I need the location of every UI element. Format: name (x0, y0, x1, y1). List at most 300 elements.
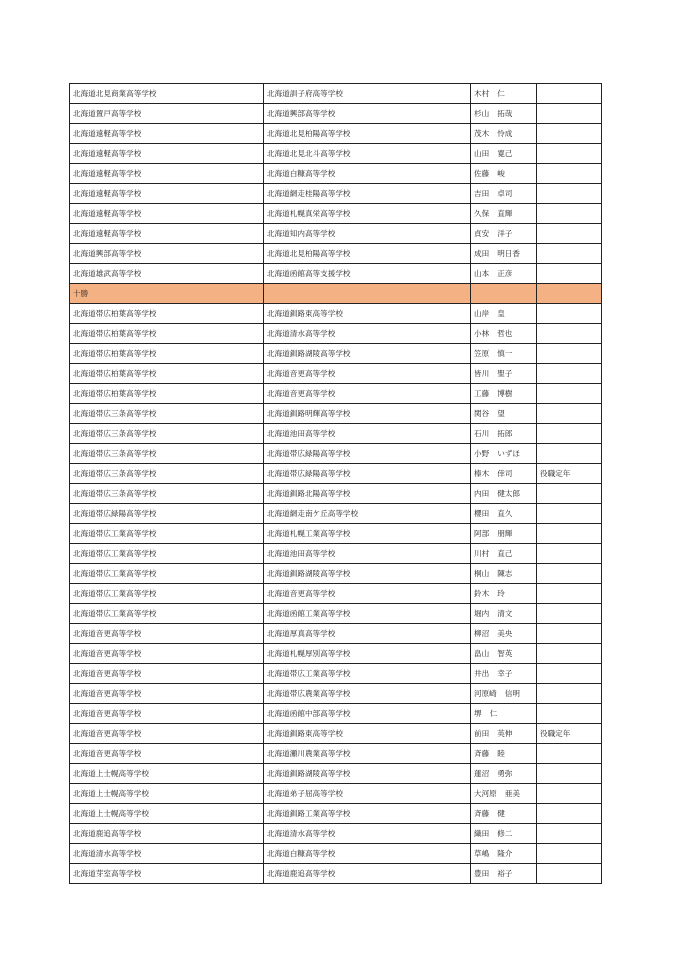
note (537, 864, 602, 884)
destination-school-text: 北海道帯広工業高等学校 (267, 669, 351, 678)
given-name: 勇弥 (497, 769, 513, 778)
person-name (471, 364, 537, 384)
origin-school (70, 324, 264, 344)
note (537, 424, 602, 444)
person-name (471, 84, 537, 104)
origin-school (70, 524, 264, 544)
destination-school (264, 744, 471, 764)
table-row (70, 224, 602, 244)
destination-school (264, 564, 471, 584)
origin-school-text: 北海道帯広柏葉高等学校 (73, 369, 157, 378)
destination-school-text: 北海道厚真高等学校 (267, 629, 336, 638)
origin-school-text: 北海道遠軽高等学校 (73, 129, 142, 138)
destination-school-text: 北海道札幌厚別高等学校 (267, 649, 351, 658)
destination-school-text: 北海道弟子屈高等学校 (267, 789, 343, 798)
given-name: 信明 (504, 689, 520, 698)
surname: 貞安 (474, 229, 490, 238)
destination-school (264, 204, 471, 224)
note (537, 544, 602, 564)
origin-school-text: 北海道遠軽高等学校 (73, 169, 142, 178)
surname: 草嶋 (474, 849, 490, 858)
destination-school (264, 104, 471, 124)
destination-school (264, 784, 471, 804)
origin-school (70, 444, 264, 464)
destination-school-text: 北海道釧路湖陵高等学校 (267, 769, 351, 778)
origin-school-text: 北海道興部高等学校 (73, 249, 142, 258)
note (537, 704, 602, 724)
surname: 石川 (474, 429, 490, 438)
person-name (471, 504, 537, 524)
destination-school (264, 544, 471, 564)
origin-school (70, 464, 264, 484)
destination-school (264, 664, 471, 684)
origin-school (70, 664, 264, 684)
person-name (471, 624, 537, 644)
given-name: 仁 (497, 89, 505, 98)
table-row (70, 764, 602, 784)
destination-school-text: 北海道白糠高等学校 (267, 169, 336, 178)
given-name: 直輝 (497, 209, 513, 218)
table-row (70, 444, 602, 464)
note (537, 184, 602, 204)
destination-school (264, 224, 471, 244)
destination-school (264, 144, 471, 164)
note (537, 744, 602, 764)
origin-school-text: 北海道雄武高等学校 (73, 269, 142, 278)
destination-school-text: 北海道白糠高等学校 (267, 849, 336, 858)
person-name (471, 764, 537, 784)
destination-school-text: 北海道網走南ケ丘高等学校 (267, 509, 359, 518)
person-name (471, 804, 537, 824)
origin-school (70, 864, 264, 884)
given-name: 英伸 (497, 729, 513, 738)
destination-school (264, 244, 471, 264)
origin-school-text: 北海道帯広柏葉高等学校 (73, 329, 157, 338)
destination-school (264, 384, 471, 404)
origin-school-text: 北海道帯広柏葉高等学校 (73, 349, 157, 358)
table-row (70, 424, 602, 444)
origin-school-text: 北海道芽室高等学校 (73, 869, 142, 878)
origin-school (70, 824, 264, 844)
destination-school (264, 324, 471, 344)
destination-school-text: 北海道釧路湖陵高等学校 (267, 569, 351, 578)
surname: 杉山 (474, 109, 490, 118)
surname: 榛木 (474, 469, 490, 478)
note (537, 624, 602, 644)
surname: 桐山 (474, 569, 490, 578)
destination-school-text: 北海道帯広緑陽高等学校 (267, 449, 351, 458)
origin-school (70, 244, 264, 264)
destination-school (264, 484, 471, 504)
surname: 堀内 (474, 609, 490, 618)
table-row (70, 524, 602, 544)
table-row (70, 864, 602, 884)
note (537, 304, 602, 324)
surname: 工藤 (474, 389, 490, 398)
origin-school (70, 364, 264, 384)
destination-school (264, 704, 471, 724)
given-name: 洋子 (497, 229, 513, 238)
given-name: 仁 (489, 709, 498, 718)
note (537, 664, 602, 684)
destination-school (264, 844, 471, 864)
person-name (471, 744, 537, 764)
person-name (471, 244, 537, 264)
destination-school-text: 北海道釧路湖陵高等学校 (267, 349, 351, 358)
destination-school-text: 北海道釧路明輝高等学校 (267, 409, 351, 418)
destination-school-text: 北海道釧路工業高等学校 (267, 809, 351, 818)
destination-school-text: 北海道北見柏陽高等学校 (267, 129, 351, 138)
destination-school (264, 264, 471, 284)
note (537, 844, 602, 864)
surname: 木村 (474, 89, 490, 98)
origin-school-text: 北海道遠軽高等学校 (73, 149, 142, 158)
origin-school-text: 北海道遠軽高等学校 (73, 209, 142, 218)
table-row (70, 184, 602, 204)
origin-school (70, 164, 264, 184)
origin-school-text: 北海道上士幌高等学校 (73, 789, 149, 798)
surname: 川村 (474, 549, 490, 558)
destination-school (264, 764, 471, 784)
destination-school-text: 北海道瀬川農業高等学校 (267, 749, 351, 758)
table-row (70, 164, 602, 184)
destination-school (264, 464, 471, 484)
note (537, 124, 602, 144)
origin-school (70, 424, 264, 444)
destination-school-text: 北海道知内高等学校 (267, 229, 336, 238)
destination-school-text: 北海道函館工業高等学校 (267, 609, 351, 618)
person-name (471, 124, 537, 144)
surname: 蓮沼 (474, 769, 490, 778)
origin-school (70, 784, 264, 804)
note (537, 824, 602, 844)
destination-school-text: 北海道清水高等学校 (267, 329, 336, 338)
person-name (471, 404, 537, 424)
surname: 皆川 (474, 369, 490, 378)
surname: 小林 (474, 329, 490, 338)
destination-school (264, 344, 471, 364)
person-name (471, 304, 537, 324)
person-name (471, 724, 537, 744)
given-name: 睦 (497, 749, 505, 758)
destination-school (264, 184, 471, 204)
table-row (70, 804, 602, 824)
personnel-transfer-table (69, 83, 602, 884)
note (537, 444, 602, 464)
origin-school-text: 北海道音更高等学校 (73, 629, 142, 638)
origin-school (70, 124, 264, 144)
note (537, 564, 602, 584)
destination-school-text: 北海道帯広農業高等学校 (267, 689, 351, 698)
destination-school-text: 北海道函館中部高等学校 (267, 709, 351, 718)
table-row (70, 104, 602, 124)
destination-school-text: 北海道釧路東高等学校 (267, 729, 343, 738)
surname: 畠山 (474, 649, 490, 658)
origin-school-text: 北海道帯広三条高等学校 (73, 489, 157, 498)
given-name: 望 (497, 409, 505, 418)
destination-school-text: 北海道鹿追高等学校 (267, 869, 336, 878)
origin-school (70, 104, 264, 124)
destination-school-text: 北海道網走桂陽高等学校 (267, 189, 351, 198)
note (537, 504, 602, 524)
table-row (70, 684, 602, 704)
origin-school-text: 北海道北見商業高等学校 (73, 89, 157, 98)
person-name (471, 484, 537, 504)
origin-school-text: 北海道帯広緑陽高等学校 (73, 509, 157, 518)
table-row (70, 504, 602, 524)
surname: 織田 (474, 829, 490, 838)
note (537, 264, 602, 284)
person-name (471, 224, 537, 244)
destination-school (264, 824, 471, 844)
table-row (70, 144, 602, 164)
table-row (70, 464, 602, 484)
destination-school (264, 304, 471, 324)
origin-school-text: 北海道音更高等学校 (73, 669, 142, 678)
table-row (70, 744, 602, 764)
destination-school-text: 北海道訓子府高等学校 (267, 89, 343, 98)
origin-school-text: 北海道清水高等学校 (73, 849, 142, 858)
surname: 吉田 (474, 189, 490, 198)
given-name: 聖子 (497, 369, 513, 378)
table-row (70, 484, 602, 504)
note (537, 244, 602, 264)
note (537, 84, 602, 104)
note (537, 164, 602, 184)
destination-school (264, 624, 471, 644)
surname: 堺 (474, 709, 482, 718)
destination-school (264, 684, 471, 704)
table-body-bottom (70, 304, 602, 884)
table-row (70, 124, 602, 144)
destination-school (264, 524, 471, 544)
note (537, 764, 602, 784)
origin-school-text: 北海道帯広柏葉高等学校 (73, 389, 157, 398)
section-empty-cell (537, 284, 602, 304)
note (537, 524, 602, 544)
destination-school-text: 北海道池田高等学校 (267, 429, 336, 438)
note (537, 584, 602, 604)
origin-school (70, 384, 264, 404)
destination-school-text: 北海道池田高等学校 (267, 549, 336, 558)
given-name: 健太郎 (497, 489, 520, 498)
person-name (471, 204, 537, 224)
destination-school-text: 北海道釧路北陽高等学校 (267, 489, 351, 498)
destination-school-text: 北海道音更高等学校 (267, 369, 336, 378)
destination-school-text: 北海道札幌真栄高等学校 (267, 209, 351, 218)
surname: 久保 (474, 209, 490, 218)
table-row (70, 824, 602, 844)
given-name: 朋輝 (497, 529, 513, 538)
note (537, 224, 602, 244)
person-name (471, 584, 537, 604)
origin-school (70, 204, 264, 224)
section-label: 十勝 (70, 284, 264, 304)
surname: 斉藤 (474, 749, 490, 758)
note (537, 204, 602, 224)
destination-school (264, 444, 471, 464)
surname: 前田 (474, 729, 490, 738)
person-name (471, 704, 537, 724)
surname: 成田 (474, 249, 490, 258)
destination-school (264, 724, 471, 744)
note (537, 324, 602, 344)
origin-school-text: 北海道音更高等学校 (73, 729, 142, 738)
given-name: いずほ (497, 449, 520, 458)
surname: 内田 (474, 489, 490, 498)
origin-school (70, 544, 264, 564)
given-name: 哲也 (497, 329, 513, 338)
table-row (70, 244, 602, 264)
note (537, 724, 602, 744)
origin-school (70, 584, 264, 604)
person-name (471, 444, 537, 464)
destination-school-text: 北海道北見柏陽高等学校 (267, 249, 351, 258)
section-empty-cell (471, 284, 537, 304)
person-name (471, 264, 537, 284)
given-name: 直久 (497, 509, 513, 518)
origin-school (70, 704, 264, 724)
origin-school (70, 264, 264, 284)
surname: 柳沼 (474, 629, 490, 638)
note-text: 役職定年 (540, 729, 571, 738)
origin-school (70, 724, 264, 744)
table-row (70, 204, 602, 224)
given-name: 怜成 (497, 129, 513, 138)
table-row (70, 784, 602, 804)
table-row (70, 344, 602, 364)
given-name: 健 (497, 809, 505, 818)
table-row (70, 844, 602, 864)
note (537, 684, 602, 704)
table-row (70, 564, 602, 584)
note (537, 644, 602, 664)
person-name (471, 144, 537, 164)
surname: 佐藤 (474, 169, 490, 178)
origin-school-text: 北海道音更高等学校 (73, 749, 142, 758)
given-name: 峻 (497, 169, 505, 178)
surname: 山田 (474, 149, 490, 158)
table-row (70, 324, 602, 344)
surname: 山岸 (474, 309, 490, 318)
surname: 大河原 (474, 789, 497, 798)
given-name: 亜美 (504, 789, 520, 798)
person-name (471, 324, 537, 344)
note (537, 144, 602, 164)
table-row (70, 384, 602, 404)
person-name (471, 684, 537, 704)
origin-school-text: 北海道鹿追高等学校 (73, 829, 142, 838)
given-name: 正彦 (497, 269, 513, 278)
table-row (70, 304, 602, 324)
given-name: 皇 (497, 309, 505, 318)
destination-school (264, 124, 471, 144)
person-name (471, 104, 537, 124)
surname: 河原崎 (474, 689, 497, 698)
origin-school (70, 224, 264, 244)
destination-school-text: 北海道北見北斗高等学校 (267, 149, 351, 158)
origin-school (70, 504, 264, 524)
origin-school (70, 484, 264, 504)
person-name (471, 464, 537, 484)
given-name: 寛己 (497, 149, 513, 158)
person-name (471, 524, 537, 544)
table-row (70, 404, 602, 424)
person-name (471, 184, 537, 204)
origin-school (70, 564, 264, 584)
origin-school (70, 744, 264, 764)
origin-school-text: 北海道遠軽高等学校 (73, 189, 142, 198)
origin-school-text: 北海道上士幌高等学校 (73, 769, 149, 778)
origin-school-text: 北海道遠軽高等学校 (73, 229, 142, 238)
table-row (70, 624, 602, 644)
origin-school-text: 北海道音更高等学校 (73, 689, 142, 698)
destination-school (264, 424, 471, 444)
table-row (70, 584, 602, 604)
note (537, 404, 602, 424)
person-name (471, 864, 537, 884)
note (537, 784, 602, 804)
origin-school (70, 144, 264, 164)
surname: 阿部 (474, 529, 490, 538)
surname: 関谷 (474, 409, 490, 418)
destination-school-text: 北海道釧路東高等学校 (267, 309, 343, 318)
table-row (70, 604, 602, 624)
person-name (471, 664, 537, 684)
table-row (70, 664, 602, 684)
origin-school-text: 北海道帯広工業高等学校 (73, 529, 157, 538)
destination-school (264, 84, 471, 104)
surname: 小野 (474, 449, 490, 458)
destination-school-text: 北海道札幌工業高等学校 (267, 529, 351, 538)
destination-school (264, 584, 471, 604)
destination-school (264, 404, 471, 424)
origin-school (70, 344, 264, 364)
person-name (471, 424, 537, 444)
person-name (471, 544, 537, 564)
origin-school-text: 北海道音更高等学校 (73, 709, 142, 718)
note (537, 484, 602, 504)
given-name: 幸子 (497, 669, 513, 678)
destination-school (264, 644, 471, 664)
table-row (70, 364, 602, 384)
given-name: 慎一 (497, 349, 513, 358)
person-name (471, 844, 537, 864)
table-row (70, 644, 602, 664)
given-name: 明日香 (497, 249, 520, 258)
origin-school-text: 北海道置戸高等学校 (73, 109, 142, 118)
origin-school (70, 604, 264, 624)
note (537, 464, 602, 484)
origin-school (70, 304, 264, 324)
given-name: 卓司 (497, 189, 513, 198)
destination-school-text: 北海道函館高等支援学校 (267, 269, 351, 278)
origin-school (70, 404, 264, 424)
note (537, 344, 602, 364)
person-name (471, 824, 537, 844)
given-name: 修二 (497, 829, 513, 838)
destination-school (264, 804, 471, 824)
given-name: 博樹 (497, 389, 513, 398)
destination-school (264, 604, 471, 624)
table-row (70, 544, 602, 564)
origin-school (70, 624, 264, 644)
destination-school-text: 北海道興部高等学校 (267, 109, 336, 118)
given-name: 拓郎 (497, 429, 513, 438)
surname: 鈴木 (474, 589, 490, 598)
section-header (70, 284, 602, 304)
person-name (471, 784, 537, 804)
